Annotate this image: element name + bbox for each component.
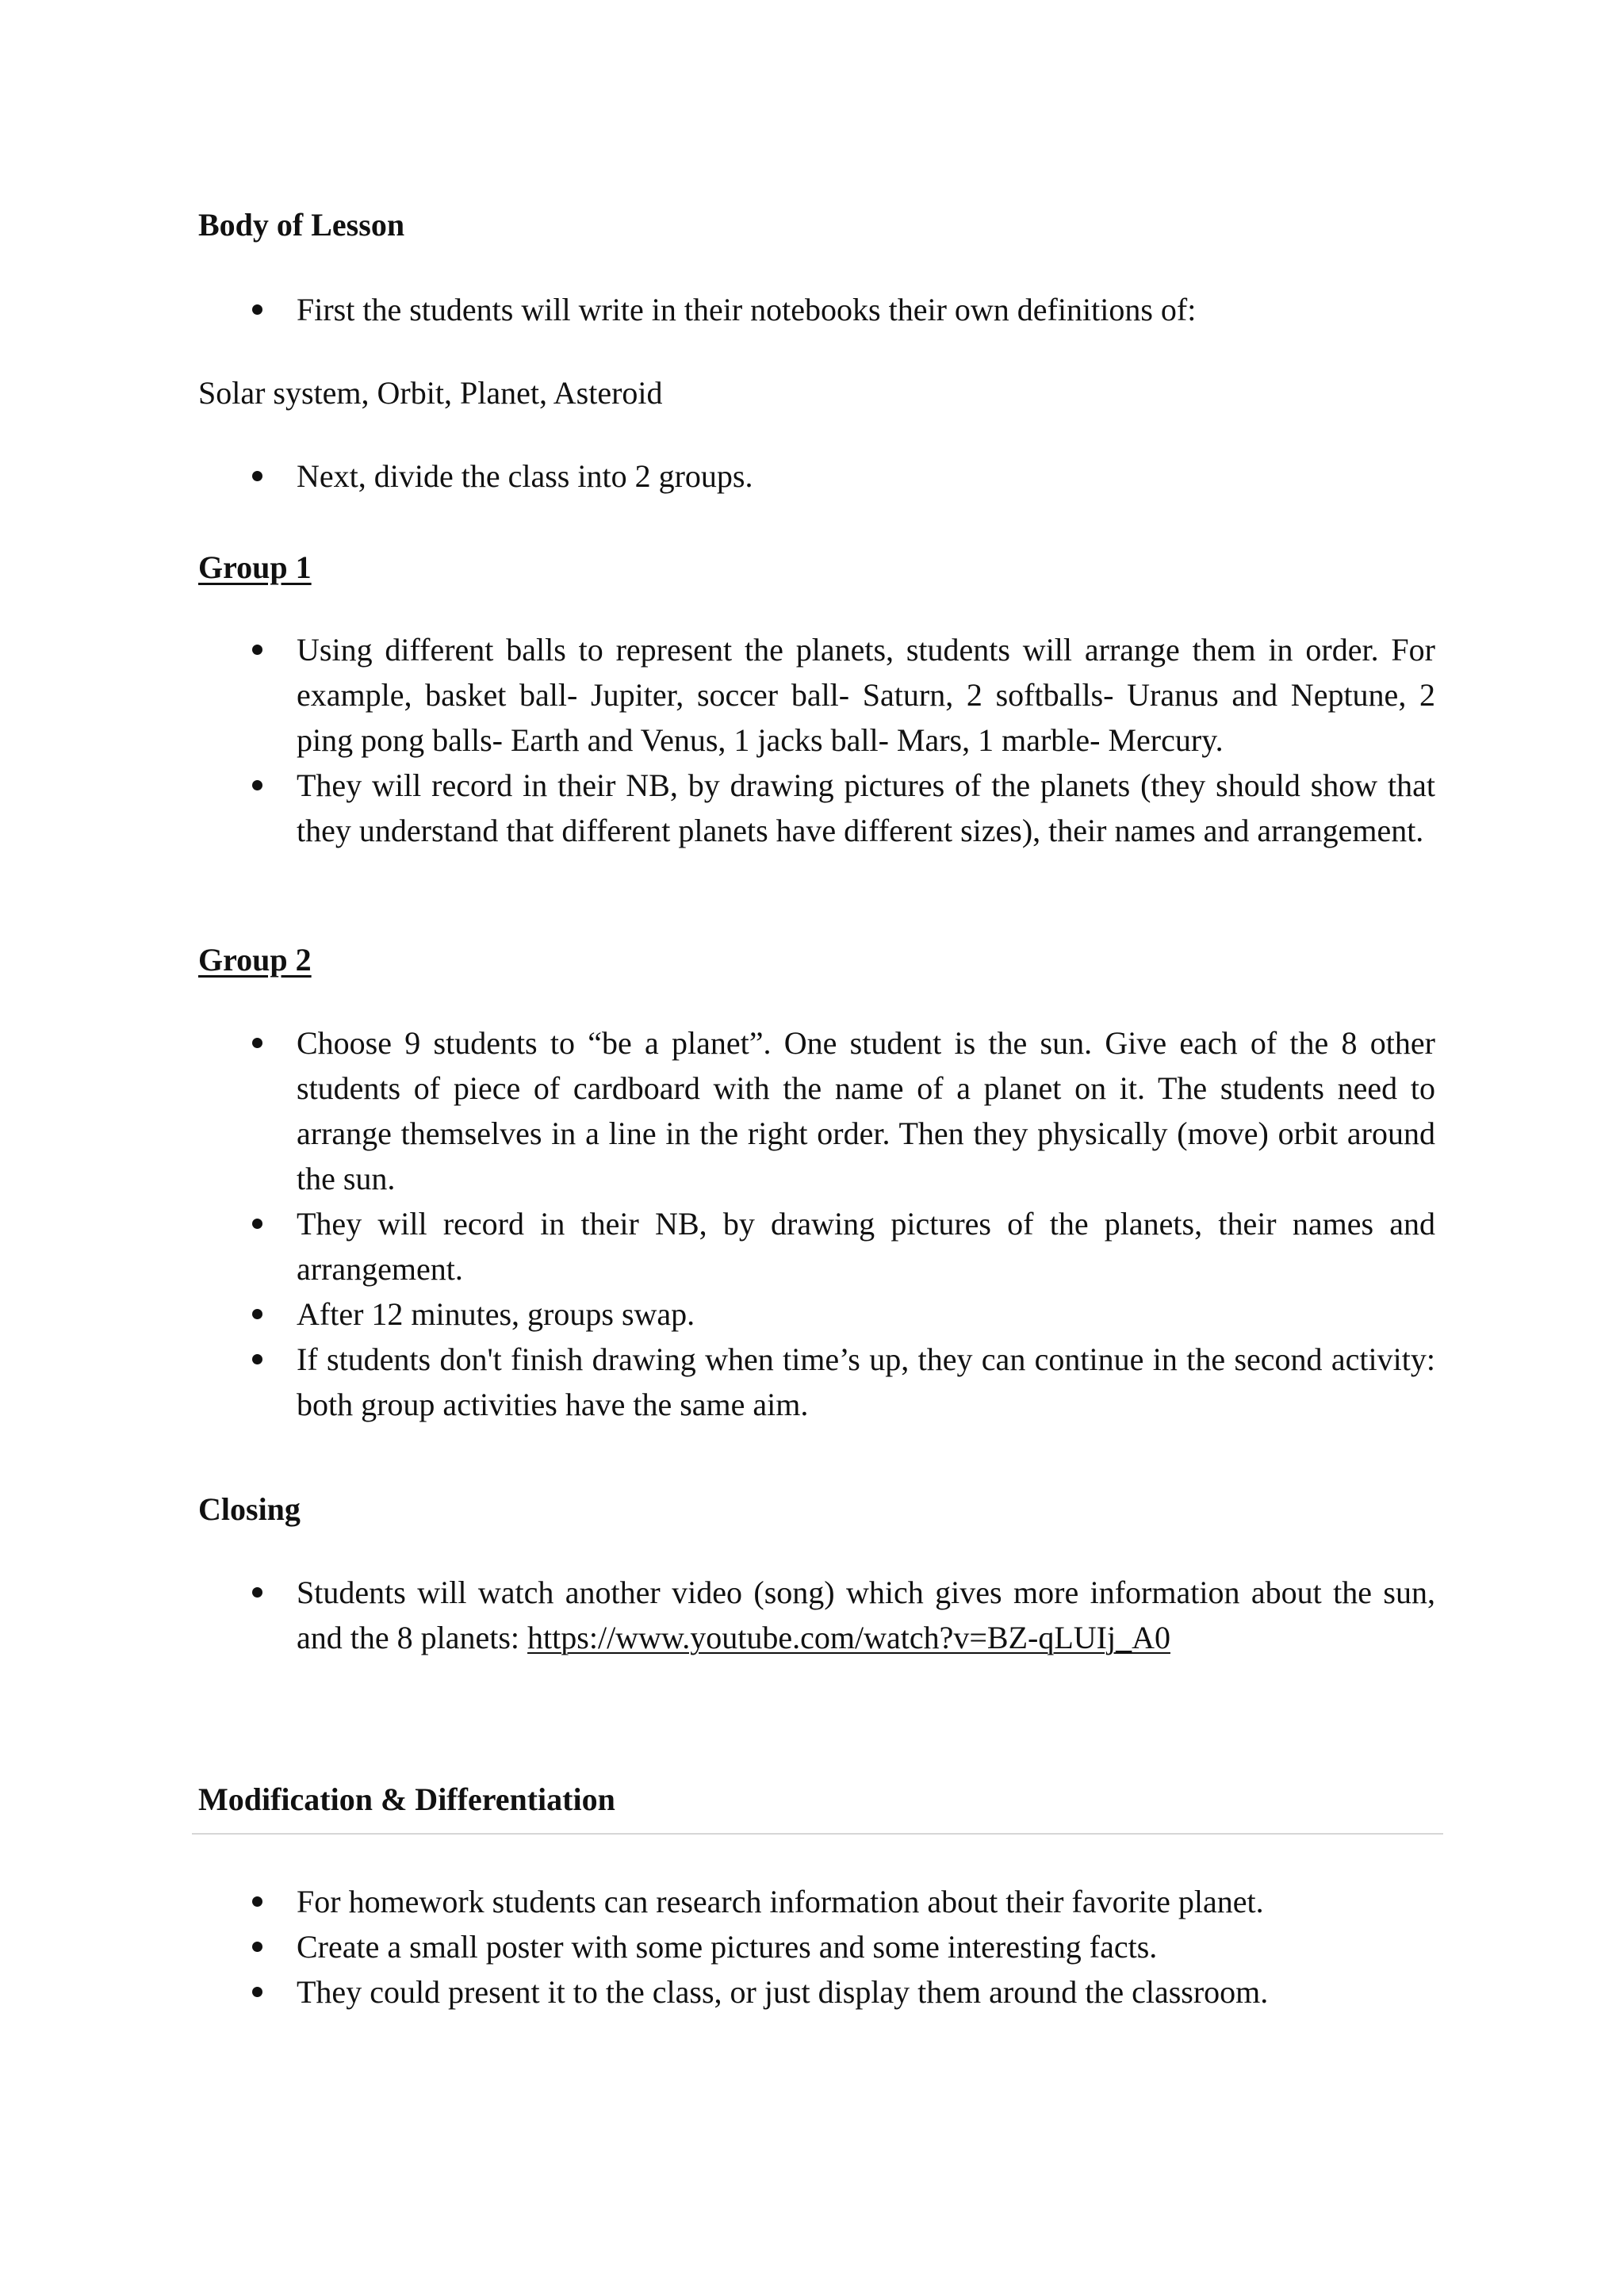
list-item (198, 287, 1435, 332)
list-item (198, 453, 1435, 499)
bullet-icon (252, 1942, 262, 1952)
list-item-text: First the students will write in their notebooks their own definitions of: (297, 292, 1197, 327)
bullet-icon (252, 780, 262, 790)
list-item-text: After 12 minutes, groups swap. (297, 1296, 695, 1332)
list-item (198, 1292, 1435, 1337)
list-item (198, 1020, 1435, 1201)
list-item (198, 627, 1435, 763)
bullet-icon (252, 1587, 262, 1598)
body-of-lesson-intro-list (198, 287, 1435, 332)
group-1-list (198, 627, 1435, 853)
bullet-icon (252, 1896, 262, 1907)
bullet-icon (252, 645, 262, 655)
closing-list (198, 1570, 1435, 1660)
section-heading-closing: Closing (198, 1491, 301, 1527)
body-of-lesson-groups-list (198, 453, 1435, 499)
list-item-text: For homework students can research information about their favorite planet. (297, 1884, 1264, 1919)
section-heading-modification: Modification & Differentiation (198, 1781, 615, 1817)
list-item (198, 1337, 1435, 1427)
modification-list (198, 1879, 1435, 2015)
list-item-text: They could present it to the class, or just display them around the classroom. (297, 1974, 1269, 2010)
bullet-icon (252, 1354, 262, 1364)
list-item (198, 1879, 1435, 1924)
section-heading-group-2: Group 2 (198, 942, 312, 978)
youtube-video-link[interactable]: https://www.youtube.com/watch?v=BZ-qLUIj_A0 (527, 1620, 1170, 1655)
list-item-text: Create a small poster with some pictures and some interesting facts. (297, 1929, 1158, 1965)
list-item-text: They will record in their NB, by drawing pictures of the planets (they should show that they understand that different planets have different sizes), their names and arrangement. (297, 767, 1435, 848)
list-item-text: They will record in their NB, by drawing pictures of the planets, their names and arrangement. (297, 1206, 1435, 1287)
group-2-list (198, 1020, 1435, 1427)
bullet-icon (252, 1309, 262, 1319)
list-item-text: Students will watch another video (song) which gives more information about the sun, and the 8 planets: (297, 1575, 1435, 1655)
list-item-text: Choose 9 students to “be a planet”. One student is the sun. Give each of the 8 other students of piece of cardboard with the name of a planet on it. The students need to arrange themselves in a line in the right order. Then they physically (move) orbit around the sun. (297, 1025, 1435, 1196)
section-heading-group-1: Group 1 (198, 549, 312, 585)
definitions-line: Solar system, Orbit, Planet, Asteroid (198, 375, 663, 411)
section-heading-body-of-lesson: Body of Lesson (198, 207, 405, 243)
list-item-text: Next, divide the class into 2 groups. (297, 458, 753, 494)
list-item (198, 1570, 1435, 1660)
list-item (198, 763, 1435, 853)
list-item (198, 1924, 1435, 1969)
list-item (198, 1969, 1435, 2015)
list-item-text: If students don't finish drawing when time’s up, they can continue in the second activity: both group activities have the same aim. (297, 1341, 1435, 1422)
bullet-icon (252, 1219, 262, 1229)
section-divider (192, 1833, 1443, 1835)
bullet-icon (252, 304, 262, 315)
list-item (198, 1201, 1435, 1292)
list-item-text: Using different balls to represent the planets, students will arrange them in order. For example, basket ball- Jupiter, soccer ball- Saturn, 2 softballs- Uranus and Neptune, 2 ping pong balls- Earth and Venus, 1 jacks ball- Mars, 1 marble- Mercury. (297, 632, 1435, 758)
bullet-icon (252, 1038, 262, 1048)
bullet-icon (252, 1987, 262, 1997)
bullet-icon (252, 471, 262, 481)
